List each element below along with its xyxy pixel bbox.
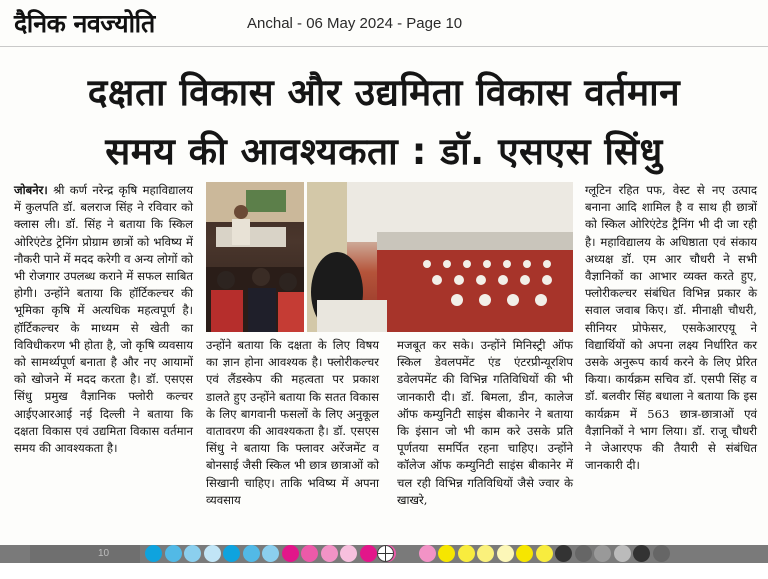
article-column-2 — [206, 337, 379, 509]
color-dot — [633, 545, 650, 562]
color-dot — [653, 545, 670, 562]
issue-line: Anchal - 06 May 2024 - Page 10 — [247, 15, 463, 32]
article-column-1 — [14, 182, 193, 457]
auditorium-photo-graphic — [307, 182, 573, 332]
article-column-4 — [585, 182, 757, 474]
newspaper-masthead: दैनिक नवज्योति — [14, 9, 155, 38]
page-bottom-margin — [0, 563, 768, 579]
color-dot — [282, 545, 299, 562]
color-dot — [223, 545, 240, 562]
color-dot — [477, 545, 494, 562]
color-dot — [321, 545, 338, 562]
column-3-text: मजबूत कर सके। उन्होंने मिनिस्ट्री ऑफ स्किल डेवलपमेंट एंड एंटरप्रीन्यूरशिप डवेलपमेंट की विभिन्न गतिविधियों की भी जानकारी दी। डॉ. बिमला, डीन, कालेज ऑफ कम्युनिटी साइंस बीकानेर ने बताया कि इंसान जो भी काम करे उसके प्रति पूर्णतया समर्पित रहना चाहिए। उन्होंने कॉलेज ऑफ कम्युनिटी साइंस बीकानेर में चल रही विभिन्न गतिविधियों जैसे ज्वार के खाखरे, — [397, 338, 573, 507]
color-dot — [536, 545, 553, 562]
column-2-text: उन्होंने बताया कि दक्षता के लिए विषय का ज्ञान होना आवश्यक है। फ्लोरीकल्चर एवं लैंडस्केप की महत्वता पर प्रकाश डालते हुए उन्होंने बताया कि सतत विकास के लिए बागवानी फसलों के लिए अनुकूल वातावरण की आवश्यकता है। डॉ. एसएस सिंधु ने बताया कि फ्लावर अरेंजमेंट व बोनसाई जैसी स्किल भी छात्र छात्राओं को सिखानी चाहिए। ताकि भविष्य में अपना व्यवसाय — [206, 338, 379, 507]
color-dot — [360, 545, 377, 562]
headline-line-1: दक्षता विकास और उद्यमिता विकास वर्तमान — [87, 71, 681, 114]
column-1-text: श्री कर्ण नरेन्द्र कृषि महाविद्यालय में कुलपति डॉ. बलराज सिंह ने रविवार को क्लास ली। डॉ. सिंह ने बताया कि स्किल ओरिएंटेड ट्रेनिंग प्रोग्राम छात्रों को भविष्य में नौकरी पाने में मदद करेगी व अन्य लोगों को भी रोजगार उपलब्ध कराने में सफल साबित होगी। उन्होंने बताया कि हॉर्टिकल्चर की भूमिका कृषि में अत्यधिक महत्वपूर्ण है। हॉर्टिकल्चर के माध्यम से खेती का विविधीकरण भी होता है, जो कृषि व्यवसाय को सामर्थ्यपूर्ण बनाता है और नए आयामों को खोजने में मदद करता है। डॉ. एसएस सिंधु प्रमुख वैज्ञानिक फ्लोरी कल्चर आईएआरआई नई दिल्ली ने बताया कि दक्षता विकास एवं उद्यमिता विकास वर्तमान समय की आवश्यकता है। — [14, 183, 194, 456]
color-dot — [243, 545, 260, 562]
dateline: जोबनेर। — [14, 183, 48, 197]
color-dot — [301, 545, 318, 562]
color-dot — [165, 545, 182, 562]
color-dot — [184, 545, 201, 562]
color-dot — [575, 545, 592, 562]
column-4-text: ग्लूटिन रहित पफ, वेस्ट से नए उत्पाद बनाना आदि शामिल है व साथ ही छात्रों को स्किल ओरिएंटेड ट्रैनिंग भी दी जा रही है। महाविद्यालय के अधिष्ठाता एवं संकाय अध्यक्ष डॉ. एम आर चौधरी ने सभी वैज्ञानिकों का आभार व्यक्त करते हुए, फ्लोरीकल्चर संबंधित विभिन्न प्रकार के सवाल जवाब किए। डॉ. मीनाक्षी चौधरी, सीनियर प्रोफेसर, एसकेआरएयू ने विद्यार्थियों को अपना लक्ष्य निर्धारित कर उसके अनुरूप कार्य करने के लिए प्रेरित किया। कार्यक्रम सचिव डॉ. एसपी सिंह व डॉ. बलवीर सिंह बधाला ने बताया कि इस कार्यक्रम में 563 छात्र-छात्राओं एवं वैज्ञानिकों ने भाग लिया। डॉ. राजू चौधरी ने जेआरएफ की तैयारी से संबंधित जानकारी दी। — [585, 183, 757, 473]
page-number: 10 — [98, 548, 110, 559]
color-dot — [438, 545, 455, 562]
color-dot — [497, 545, 514, 562]
color-dot — [262, 545, 279, 562]
color-dot — [555, 545, 572, 562]
color-dot — [145, 545, 162, 562]
lecture-photo — [206, 182, 304, 332]
headline-line-2: समय की आवश्यकता : डॉ. एसएस सिंधु — [105, 130, 663, 173]
registration-mark-icon — [377, 545, 394, 562]
color-dot — [204, 545, 221, 562]
color-dot — [594, 545, 611, 562]
color-dot — [516, 545, 533, 562]
header-rule — [0, 46, 768, 47]
article-column-3 — [397, 337, 573, 509]
color-dot — [458, 545, 475, 562]
auditorium-photo — [307, 182, 573, 332]
color-bar-left-block — [30, 545, 140, 563]
lecture-photo-graphic — [206, 182, 304, 332]
color-dot — [614, 545, 631, 562]
color-dot — [419, 545, 436, 562]
color-dot — [340, 545, 357, 562]
